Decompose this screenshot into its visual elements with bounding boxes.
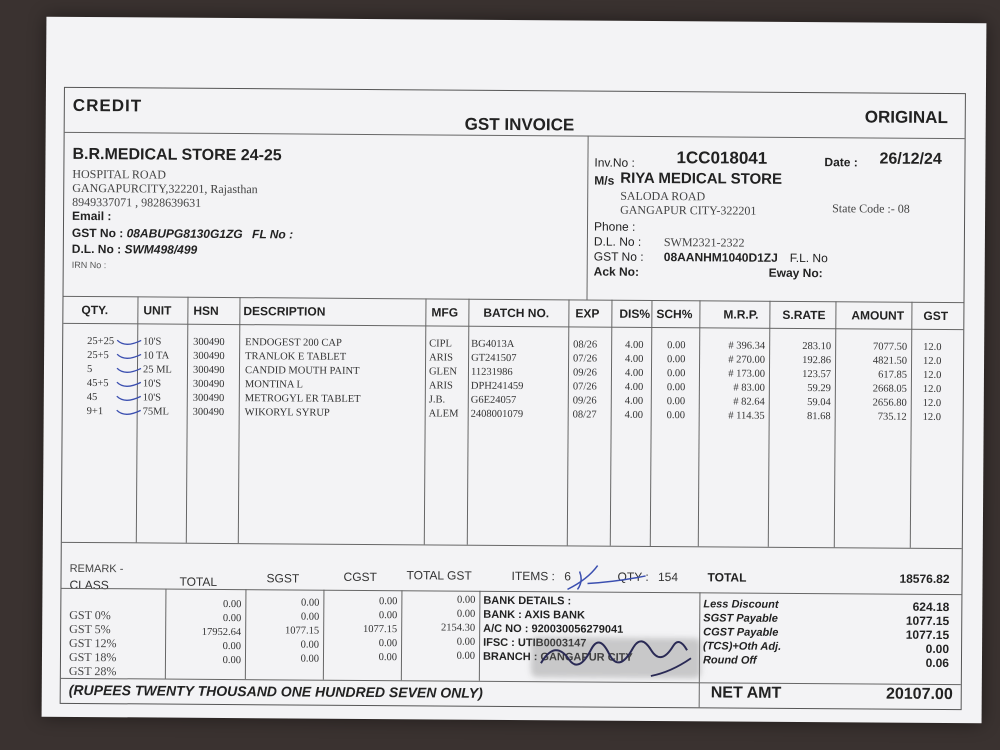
gst-0-sgst: 0.00 <box>300 597 320 609</box>
row-mrp: # 83.00 <box>733 382 765 394</box>
sgst-payable-label: SGST Payable <box>703 612 778 625</box>
gst-18-total: 0.00 <box>222 640 242 653</box>
col-rate: S.RATE <box>782 307 826 323</box>
row-amount: 735.12 <box>877 411 907 423</box>
gst-28-label: GST 28% <box>68 663 117 679</box>
row-hsn: 300490 <box>192 378 225 390</box>
row-sch: 0.00 <box>666 368 686 380</box>
gst-5-label: GST 5% <box>69 621 111 637</box>
summary-rule <box>323 590 325 680</box>
row-mfg: ARIS <box>428 380 453 392</box>
row-mrp: # 396.34 <box>728 340 766 352</box>
gst-5-total: 0.00 <box>222 612 242 625</box>
buyer-phone-label: Phone : <box>593 219 636 234</box>
amount-in-words: (RUPEES TWENTY THOUSAND ONE HUNDRED SEVEN ONLY) <box>68 681 483 701</box>
seller-gst <box>72 226 293 242</box>
row-batch: 2408001079 <box>470 408 524 421</box>
col-dis: DIS% <box>619 306 651 321</box>
table-top-rule <box>63 296 963 303</box>
row-dis: 4.00 <box>624 409 644 421</box>
summary-rule <box>165 589 167 679</box>
seller-address-1: HOSPITAL ROAD <box>72 166 167 182</box>
round-off-label: Round Off <box>702 654 757 667</box>
row-mrp: # 270.00 <box>728 354 766 366</box>
bank-ifsc: IFSC : UTIB0003147 <box>483 636 587 650</box>
col-unit: UNIT <box>143 303 172 318</box>
invoice-number-label: Inv.No : <box>594 155 635 170</box>
row-mrp: # 82.64 <box>733 396 765 408</box>
col-exp: EXP <box>575 306 600 321</box>
row-gst: 12.0 <box>922 369 942 381</box>
gst-5-sgst: 0.00 <box>300 611 320 623</box>
row-gst: 12.0 <box>923 355 942 367</box>
row-mfg: ALEM <box>428 408 459 420</box>
items-label: ITEMS : <box>511 568 555 584</box>
row-batch: DPH241459 <box>470 380 524 393</box>
row-batch: 11231986 <box>470 366 513 378</box>
row-qty: 5 <box>86 364 93 376</box>
row-batch: BG4013A <box>471 338 515 351</box>
col-mfg: MFG <box>431 305 459 320</box>
buyer-state-code: State Code :- 08 <box>832 201 910 216</box>
sgst-label: SGST <box>266 571 300 586</box>
less-discount-label: Less Discount <box>703 598 779 611</box>
gst-18-total-gst: 0.00 <box>456 636 476 648</box>
row-batch: GT241507 <box>471 352 517 365</box>
invoice-number: 1CC018041 <box>676 148 768 168</box>
buyer-ack-label: Ack No: <box>593 264 640 279</box>
row-gst: 12.0 <box>922 383 942 395</box>
row-unit: 10'S <box>142 378 162 390</box>
buyer-prefix: M/s <box>594 173 615 188</box>
summary-rule <box>401 590 403 680</box>
less-discount-value: 624.18 <box>912 599 950 615</box>
row-mfg: GLEN <box>428 366 458 378</box>
buyer-eway-label: Eway No: <box>768 265 823 281</box>
row-description: ENDOGEST 200 CAP <box>245 337 342 349</box>
total-gst-label: TOTAL GST <box>406 568 472 583</box>
summary-rule <box>479 591 481 681</box>
bank-branch: BRANCH : GANGAPUR CITY <box>482 650 633 664</box>
row-description: METROGYL ER TABLET <box>244 393 361 405</box>
row-amount: 4821.50 <box>872 355 908 367</box>
buyer-name: RIYA MEDICAL STORE <box>620 169 783 188</box>
row-amount: 7077.50 <box>873 341 908 353</box>
bank-name: BANK : AXIS BANK <box>483 608 585 622</box>
row-hsn: 300490 <box>193 350 225 362</box>
gst-28-total-gst: 0.00 <box>456 650 476 662</box>
row-dis: 4.00 <box>624 395 644 407</box>
row-hsn: 300490 <box>192 406 225 418</box>
col-amount: AMOUNT <box>851 308 905 323</box>
gst-28-sgst: 0.00 <box>300 653 320 665</box>
row-amount: 2668.05 <box>872 383 907 395</box>
row-gst: 12.0 <box>922 411 942 423</box>
row-dis: 4.00 <box>624 367 644 379</box>
row-hsn: 300490 <box>192 364 225 376</box>
row-exp: 08/26 <box>573 339 598 351</box>
col-hsn: HSN <box>193 303 219 318</box>
gst-5-total-gst: 0.00 <box>456 608 476 620</box>
buyer-address-1: SALODA ROAD <box>620 188 706 204</box>
gst-28-cgst: 0.00 <box>378 652 398 664</box>
row-sch: 0.00 <box>666 410 686 422</box>
bank-details-label: BANK DETAILS : <box>483 594 572 608</box>
row-exp: 07/26 <box>573 353 598 365</box>
row-dis: 4.00 <box>624 381 644 393</box>
row-sch: 0.00 <box>666 396 686 408</box>
total-label: TOTAL <box>179 574 218 589</box>
row-sch: 0.00 <box>667 340 686 352</box>
row-amount: 617.85 <box>878 369 908 381</box>
buyer-gst-no: 08AANHM1040D1ZJ <box>663 250 778 265</box>
gst-12-total: 17952.64 <box>201 626 242 639</box>
row-qty: 25+5 <box>87 350 109 362</box>
row-hsn: 300490 <box>193 336 225 348</box>
cgst-payable-value: 1077.15 <box>905 627 950 643</box>
gst-12-cgst: 1077.15 <box>363 623 398 636</box>
qty-value: 154 <box>657 570 679 585</box>
buyer-address-2: GANGAPUR CITY-322201 <box>620 202 757 218</box>
net-amount-label: NET AMT <box>710 684 782 702</box>
row-mfg: ARIS <box>429 352 454 364</box>
row-amount: 2656.80 <box>872 397 907 409</box>
row-unit: 10 TA <box>143 350 170 362</box>
row-gst: 12.0 <box>922 397 942 409</box>
net-divider <box>699 682 700 707</box>
gst-12-sgst: 1077.15 <box>285 625 320 637</box>
row-sch: 0.00 <box>667 354 686 366</box>
seller-gst-no: 08ABUPG8130G1ZG <box>126 226 243 242</box>
class-label: CLASS <box>69 577 109 593</box>
row-rate: 192.86 <box>802 355 832 367</box>
remark-label: REMARK - <box>69 562 124 576</box>
gst-18-sgst: 0.00 <box>300 639 320 651</box>
summary-rule <box>245 589 247 679</box>
seller-phone: 8949337071 , 9828639631 <box>72 194 202 210</box>
col-gst: GST <box>923 308 949 324</box>
row-qty: 25+25 <box>87 336 115 348</box>
qty-label: QTY : <box>617 569 649 584</box>
col-qty: QTY. <box>81 302 109 318</box>
tcs-label: (TCS)+Oth Adj. <box>703 640 782 653</box>
buyer-dl-no: SWM2321-2322 <box>663 235 745 250</box>
row-dis: 4.00 <box>625 353 644 365</box>
gst-28-total: 0.00 <box>222 654 242 667</box>
seller-dl-no: SWM498/499 <box>124 242 198 257</box>
row-description: CANDID MOUTH PAINT <box>244 365 360 377</box>
seller-name: B.R.MEDICAL STORE 24-25 <box>72 145 282 165</box>
row-rate: 123.57 <box>802 369 832 381</box>
gst-12-label: GST 12% <box>69 635 117 651</box>
credit-label: CREDIT <box>72 95 143 116</box>
grand-total-value: 18576.82 <box>899 571 950 587</box>
invoice-date-label: Date : <box>824 155 858 170</box>
col-mrp: M.R.P. <box>723 307 759 322</box>
summary-top-rule <box>62 542 962 549</box>
row-qty: 9+1 <box>86 406 104 418</box>
handwritten-mark <box>557 561 647 596</box>
row-unit: 75ML <box>142 406 169 418</box>
row-exp: 08/27 <box>572 409 597 421</box>
cgst-payable-label: CGST Payable <box>703 626 779 639</box>
seller-dl <box>72 242 197 257</box>
gst-0-label: GST 0% <box>69 607 111 623</box>
buyer-dl-label: D.L. No : <box>593 234 642 249</box>
row-description: WIKORYL SYRUP <box>244 407 330 419</box>
row-rate: 59.29 <box>807 383 831 395</box>
grand-total-label: TOTAL <box>707 570 747 585</box>
buyer-gst-label: GST No : <box>593 249 644 264</box>
row-rate: 59.04 <box>807 397 831 409</box>
row-exp: 07/26 <box>572 381 597 393</box>
seller-address-2: GANGAPURCITY,322201, Rajasthan <box>72 180 258 197</box>
gst-0-total: 0.00 <box>222 598 242 611</box>
col-sch: SCH% <box>656 306 693 322</box>
bank-account: A/C NO : 920030056279041 <box>483 622 624 636</box>
row-mrp: # 173.00 <box>728 368 766 380</box>
gst-18-label: GST 18% <box>68 649 117 665</box>
row-description: MONTINA L <box>244 379 303 391</box>
row-exp: 09/26 <box>572 395 597 407</box>
invoice-title: GST INVOICE <box>464 114 575 135</box>
handwritten-tick-marks <box>113 334 150 420</box>
row-mrp: # 114.35 <box>728 410 765 422</box>
row-batch: G6E24057 <box>470 394 517 407</box>
row-mfg: J.B. <box>428 394 446 406</box>
buyer-fl-label: F.L. No <box>789 250 828 266</box>
cgst-label: CGST <box>343 569 377 585</box>
row-description: TRANLOK E TABLET <box>245 351 347 363</box>
row-dis: 4.00 <box>625 339 644 351</box>
seller-gst-label: GST No : <box>71 225 124 241</box>
row-unit: 10'S <box>142 392 162 404</box>
row-mfg: CIPL <box>429 338 452 350</box>
seller-fl-label: FL No : <box>251 227 294 242</box>
invoice-paper <box>42 17 987 724</box>
sgst-payable-value: 1077.15 <box>905 613 950 629</box>
handwritten-signature <box>531 627 711 686</box>
tcs-value: 0.00 <box>925 641 950 657</box>
header-divider <box>586 136 588 300</box>
items-value: 6 <box>564 569 571 584</box>
row-qty: 45+5 <box>86 378 109 390</box>
row-hsn: 300490 <box>192 392 225 404</box>
col-batch: BATCH NO. <box>483 305 550 321</box>
row-rate: 283.10 <box>802 341 832 353</box>
seller-dl-label: D.L. No : <box>71 241 122 257</box>
gst-18-cgst: 0.00 <box>378 638 398 650</box>
invoice-form <box>60 87 966 710</box>
header-bottom-rule <box>63 323 963 330</box>
gst-5-cgst: 0.00 <box>378 610 398 622</box>
copy-label: ORIGINAL <box>864 107 948 128</box>
row-sch: 0.00 <box>666 382 686 394</box>
round-off-value: 0.06 <box>925 655 950 671</box>
row-gst: 12.0 <box>923 341 942 353</box>
row-qty: 45 <box>86 392 98 404</box>
net-amount-value: 20107.00 <box>885 685 953 704</box>
gst-0-total-gst: 0.00 <box>456 594 476 606</box>
row-exp: 09/26 <box>572 367 597 379</box>
row-unit: 10'S <box>143 336 162 348</box>
seller-email-label: Email : <box>72 208 112 224</box>
col-description: DESCRIPTION <box>243 304 326 319</box>
row-rate: 81.68 <box>807 411 831 423</box>
gst-12-total-gst: 2154.30 <box>441 622 476 634</box>
invoice-date: 26/12/24 <box>879 150 942 168</box>
seller-irn-label: IRN No : <box>71 259 107 271</box>
row-unit: 25 ML <box>142 364 172 376</box>
gst-0-cgst: 0.00 <box>378 596 398 608</box>
